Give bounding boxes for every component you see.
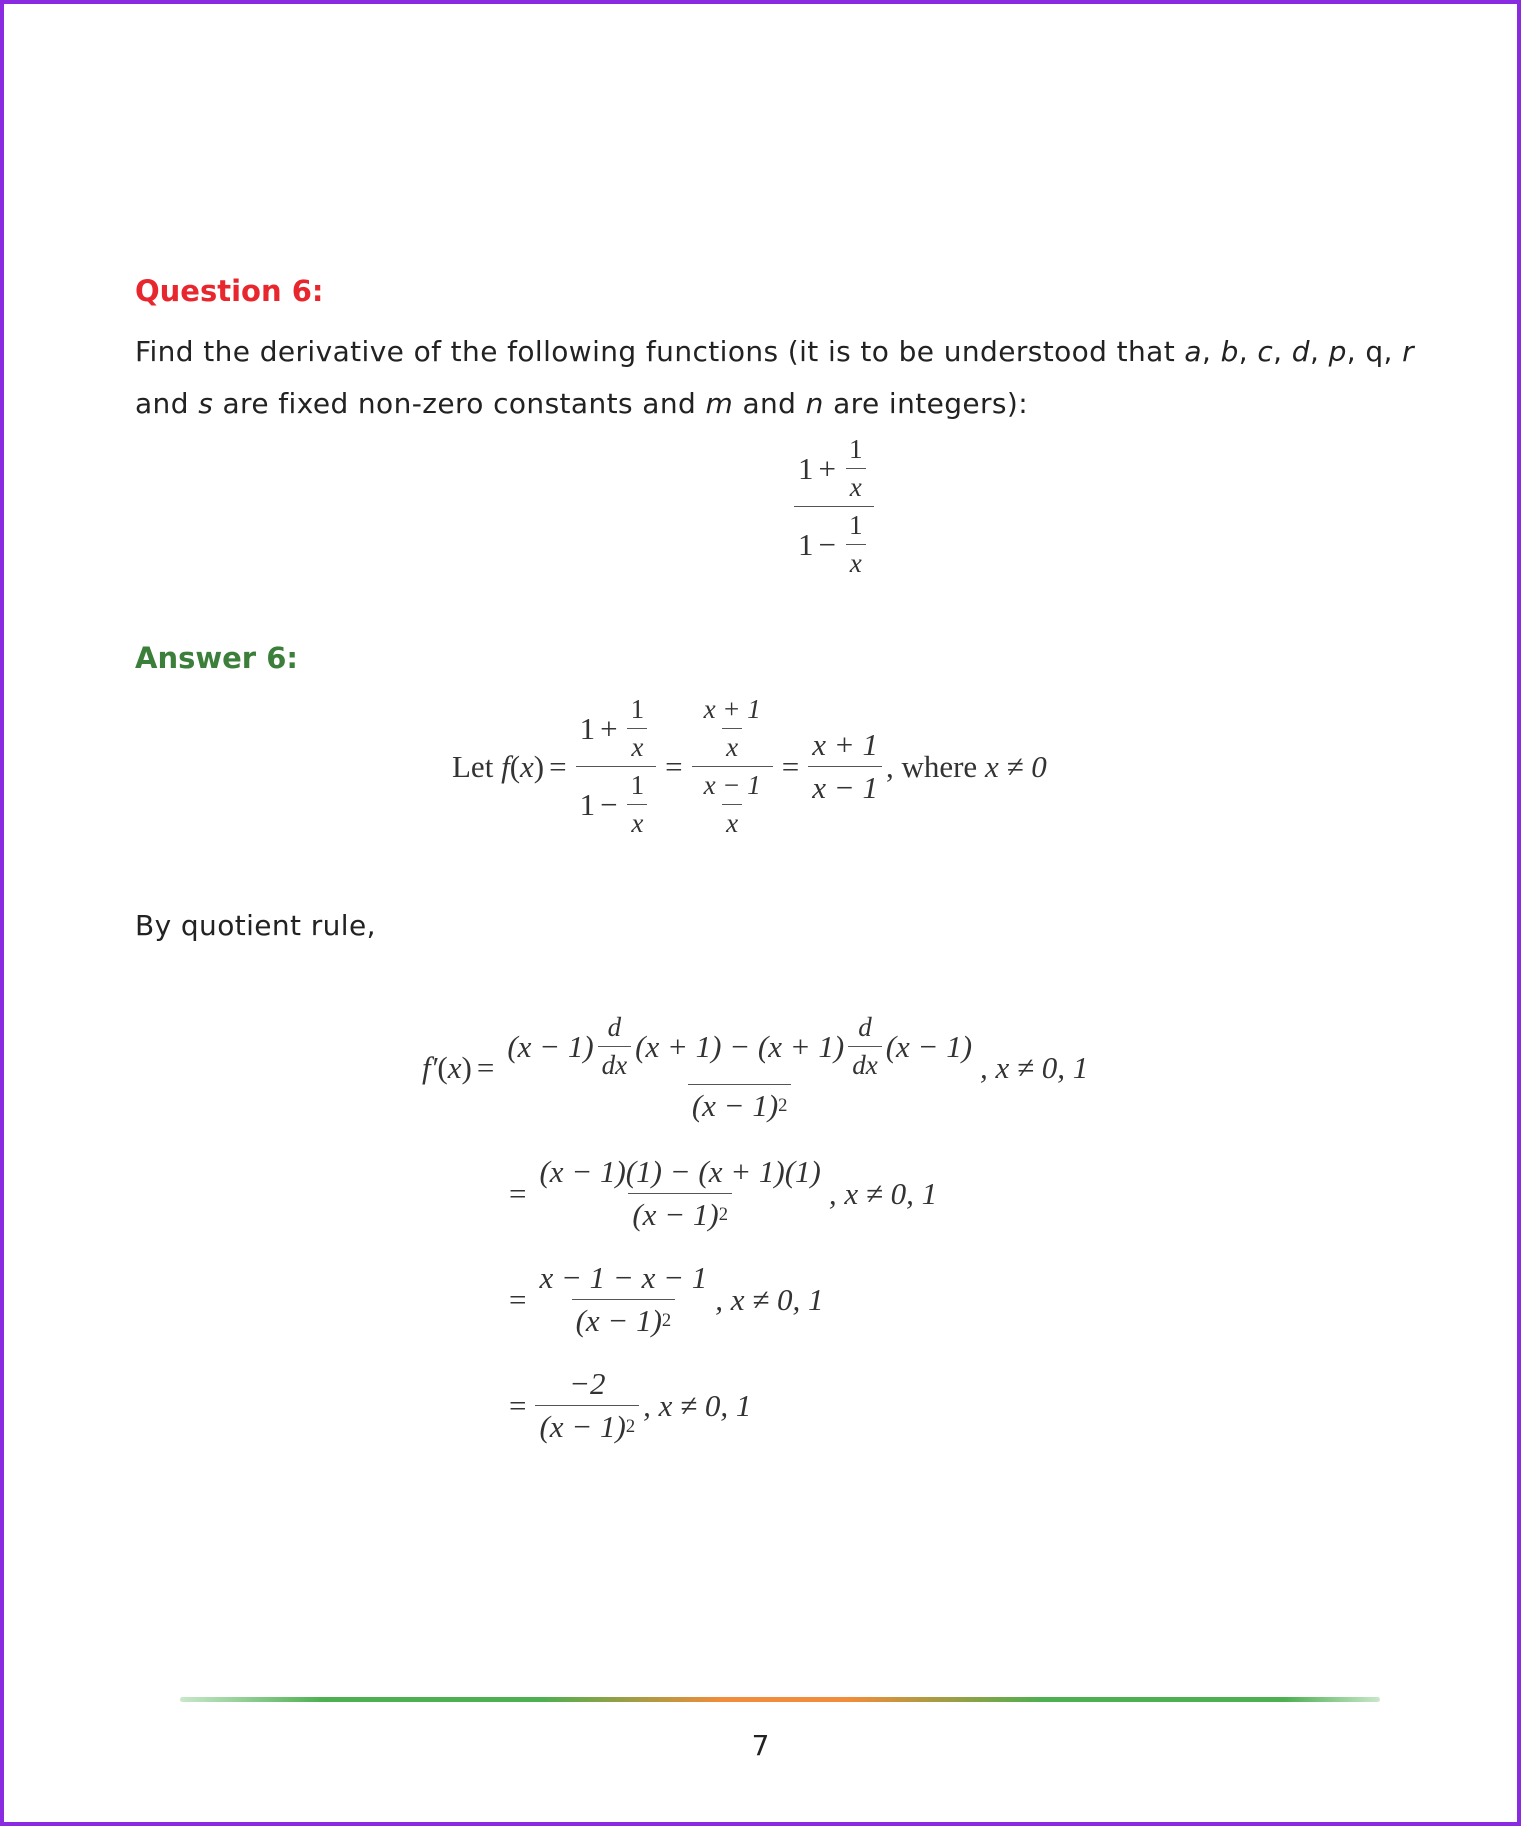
page-number: 7 bbox=[751, 1729, 770, 1762]
let-fraction-1: 1 + $\frac{1}{x}$ 1 − $\frac{1}{x}$ bbox=[576, 694, 656, 839]
derivation-line-4: = −2 (x − 1) 2 , x ≠ 0, 1 bbox=[509, 1366, 752, 1444]
question-function bbox=[790, 434, 878, 579]
let-fraction-3: $\frac{x + 1}{x - 1}$ bbox=[808, 727, 882, 806]
derivation-fraction-3: x − 1 − x − 1 (x − 1) 2 bbox=[539, 1260, 708, 1338]
footer-divider bbox=[180, 1697, 1380, 1702]
question-heading: Question 6: bbox=[135, 274, 324, 308]
derivation-line-1: f′ ( x ) = (x − 1) $\frac{d}{dx}$ (x + 1) − (x + 1) $\frac{d}{dx}$ (x − 1) (x − 1) 2 , x ≠ 0, 1 bbox=[422, 1012, 1089, 1123]
answer-heading: Answer 6: bbox=[135, 641, 298, 675]
derivation-fraction-4: −2 (x − 1) 2 bbox=[535, 1366, 639, 1445]
derivation-line-3: = x − 1 − x − 1 (x − 1) 2 , x ≠ 0, 1 bbox=[509, 1260, 824, 1338]
quotient-rule-text: By quotient rule, bbox=[135, 909, 376, 942]
derivation-fraction-1: (x − 1) $\frac{d}{dx}$ (x + 1) − (x + 1) $\frac{d}{dx}$ (x − 1) (x − 1) 2 bbox=[507, 1012, 973, 1123]
derivation-line-2: = (x − 1)(1) − (x + 1)(1) (x − 1) 2 , x ≠ 0, 1 bbox=[509, 1154, 938, 1232]
derivation-fraction-2: (x − 1)(1) − (x + 1)(1) (x − 1) 2 bbox=[539, 1154, 821, 1232]
let-fraction-2: $\frac{\frac{x + 1}{x}}{\frac{x - 1}{x}}$ bbox=[692, 694, 773, 839]
function-fraction: 1 + $\frac{1}{x}$ 1 − $\frac{1}{x}$ bbox=[794, 434, 874, 579]
question-text: Find the derivative of the following functions (it is to be understood that a, b, c, d, p, q, r and s are fixed non-zero constants and m and n are integers): bbox=[135, 335, 1415, 420]
let-equation: Let f ( x ) = 1 + $\frac{1}{x}$ 1 − $\frac{1}{x}$ = $\frac{\frac{x + 1}{x}}{\frac{x - 1}{x}}$ = $\frac{x + 1}{x - 1}$ , where x ≠ 0 bbox=[452, 694, 1047, 838]
